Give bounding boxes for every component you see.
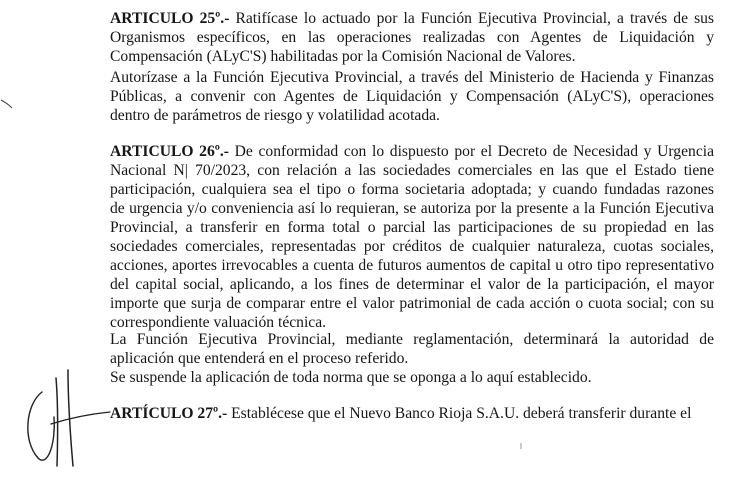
article-26-line-8: del capital social, aplicando, a los fines de determinar el valor de la participación, el mayor <box>110 276 714 293</box>
article-26-line-7: acciones, aportes irrevocables a cuenta de futuros aumentos de capital u otro tipo representativo <box>110 257 714 274</box>
article-27-heading: ARTÍCULO 27º.- <box>110 405 228 422</box>
article-26-line-3: participación, cualquiera sea el tipo o forma societaria adoptada; y cuando fundadas razones <box>110 181 714 198</box>
article-27-line-1 <box>110 405 714 423</box>
article-26-line-9: importe que surja de comparar entre el valor patrimonial de cada acción o cuota social; con su <box>110 295 714 312</box>
article-26-line-11: La Función Ejecutiva Provincial, mediante reglamentación, determinará la autoridad de <box>110 331 714 348</box>
article-26-text: De conformidad con lo dispuesto por el Decreto de Necesidad y Urgencia <box>229 143 714 160</box>
article-25-line-5: Públicas, a convenir con Agentes de Liquidación y Compensación (ALyC'S), operaciones <box>110 88 714 105</box>
article-26-line-1 <box>110 143 714 161</box>
article-26-line-13: Se suspende la aplicación de toda norma que se oponga a lo aquí establecido. <box>110 369 592 386</box>
article-25-line-6: dentro de parámetros de riesgo y volatilidad acotada. <box>110 107 440 124</box>
article-25-heading: ARTICULO 25º.- <box>110 10 230 27</box>
article-26-line-12: aplicación que entenderá en el proceso referido. <box>110 350 409 367</box>
margin-tick-mark <box>0 98 14 110</box>
article-26-line-6: sociedades comerciales, representadas por créditos de cualquier naturaleza, cuotas sociales, <box>110 238 714 255</box>
article-26-heading: ARTICULO 26º.- <box>110 143 229 160</box>
article-26-line-10: correspondiente valuación técnica. <box>110 314 327 331</box>
article-26-line-5: Provincial, a transferir en forma total o parcial las participaciones de su propiedad en las <box>110 219 714 236</box>
article-25-line-3: Compensación (ALyC'S) habilitadas por la Comisión Nacional de Valores. <box>110 48 576 65</box>
handwritten-signature <box>18 362 118 472</box>
article-25-line-2: Organismos específicos, en las operaciones realizadas con Agentes de Liquidación y <box>110 29 714 46</box>
scan-speck-mark <box>519 443 523 449</box>
article-25-line-4: Autorízase a la Función Ejecutiva Provincial, a través del Ministerio de Hacienda y Finanzas <box>110 69 714 86</box>
article-27-text: Establécese que el Nuevo Banco Rioja S.A.U. deberá transferir durante el <box>227 405 692 422</box>
article-26-line-4: de urgencia y/o conveniencia así lo requieran, se autoriza por la presente a la Función Ejecutiva <box>110 200 714 217</box>
article-25-line-1 <box>110 10 714 28</box>
article-26-line-2: Nacional N| 70/2023, con relación a las sociedades comerciales en las que el Estado tiene <box>110 162 714 179</box>
article-25-text: Ratifícase lo actuado por la Función Ejecutiva Provincial, a través de sus <box>229 10 715 27</box>
